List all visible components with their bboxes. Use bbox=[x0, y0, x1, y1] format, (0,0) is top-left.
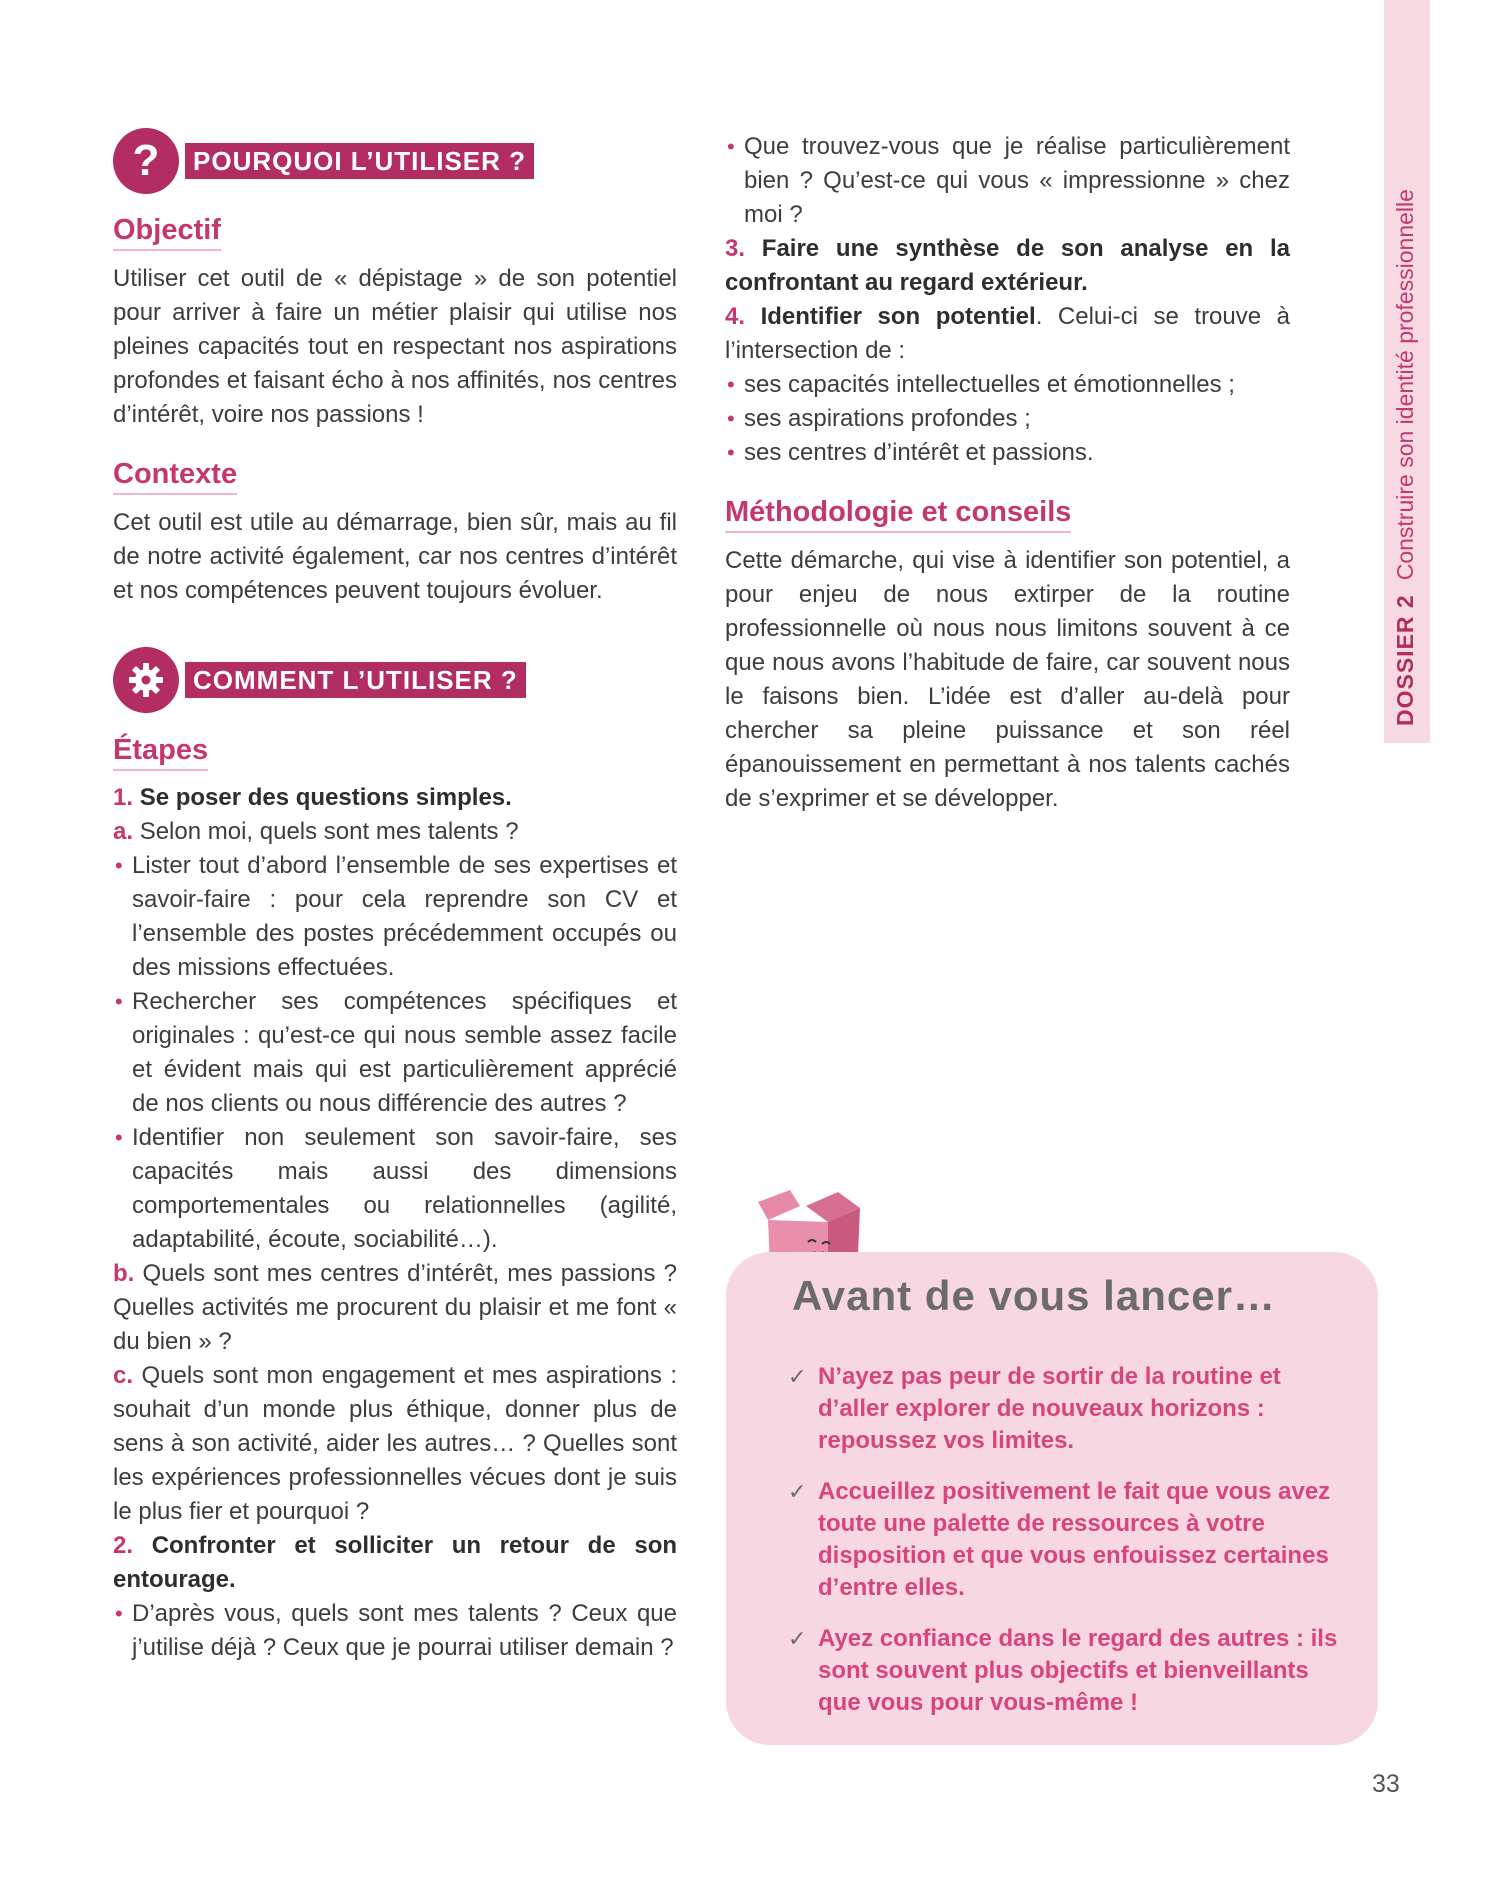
etapes-body bbox=[113, 781, 677, 1665]
dossier-label: DOSSIER 2 bbox=[1392, 594, 1418, 726]
check-icon: ✓ bbox=[788, 1364, 807, 1389]
bullet-icon: • bbox=[115, 853, 123, 878]
bullet-icon: • bbox=[727, 440, 735, 465]
check-icon: ✓ bbox=[788, 1479, 807, 1504]
step-c: c. Quels sont mon engagement et mes aspirations : souhait d’un monde plus éthique, donner plus de sens à son activité, aider les autres… ? Quelles sont les expériences professionnelles vécues dont je suis le plus fier et pourquoi ? bbox=[113, 1362, 677, 1525]
contexte-text: Cet outil est utile au démarrage, bien sûr, mais au fil de notre activité également, car nos centres d’intérêt et nos compétences peuvent toujours évoluer. bbox=[113, 509, 677, 604]
bullet-icon: • bbox=[115, 989, 123, 1014]
contexte-heading: Contexte bbox=[113, 457, 237, 495]
bullet-icon: • bbox=[727, 372, 735, 397]
callout-box bbox=[726, 1252, 1378, 1745]
methodo-text: Cette démarche, qui vise à identifier son potentiel, a pour enjeu de nous extirper de la routine professionnelle où nous nous limitons souvent à ce que nous avons l’habitude de faire, car souvent nous le faisons bien. L’idée est d’aller au-delà pour chercher sa pleine puissance et son réel épanouissement en permettant à nos talents cachés de s’exprimer et se développer. bbox=[725, 547, 1290, 812]
question-icon: ? bbox=[113, 128, 179, 194]
list-item: • Lister tout d’abord l’ensemble de ses expertises et savoir-faire : pour cela reprendre son CV et l’ensemble des postes précédemment occupés ou des missions effectuées. bbox=[113, 849, 677, 985]
tip-item: ✓ Accueillez positivement le fait que vous avez toute une palette de ressources à votre disposition et que vous enfouissez certaines d’entre elles. bbox=[788, 1478, 1331, 1601]
bullet-icon: • bbox=[727, 406, 735, 431]
callout-title: Avant de vous lancer… bbox=[792, 1272, 1276, 1319]
list-item: • ses capacités intellectuelles et émotionnelles ; bbox=[725, 368, 1290, 402]
list-item: • Rechercher ses compétences spécifiques et originales : qu’est-ce qui nous semble assez facile et évident mais qui est particulièrement apprécié de nos clients ou nous différencie des autres ? bbox=[113, 985, 677, 1121]
tip-item: ✓ N’ayez pas peur de sortir de la routine et d’aller explorer de nouveaux horizons : repoussez vos limites. bbox=[788, 1363, 1281, 1454]
step-3: 3. Faire une synthèse de son analyse en la confrontant au regard extérieur. bbox=[725, 235, 1290, 296]
badge-why-label: POURQUOI L’UTILISER ? bbox=[185, 143, 534, 179]
badge-how-label: COMMENT L’UTILISER ? bbox=[185, 662, 526, 698]
etapes-heading: Étapes bbox=[113, 733, 208, 771]
side-tab-text bbox=[1392, 189, 1419, 726]
step-a: a. Selon moi, quels sont mes talents ? bbox=[113, 818, 519, 845]
right-body bbox=[725, 130, 1290, 470]
list-item: • D’après vous, quels sont mes talents ? Ceux que j’utilise déjà ? Ceux que je pourrai utiliser demain ? bbox=[113, 1597, 677, 1665]
step-4: 4. Identifier son potentiel. Celui-ci se trouve à l’intersection de : bbox=[725, 303, 1291, 364]
bullet-icon: • bbox=[115, 1125, 123, 1150]
step-b: b. Quels sont mes centres d’intérêt, mes passions ? Quelles activités me procurent du plaisir et me font « du bien » ? bbox=[113, 1260, 677, 1355]
badge-why bbox=[113, 128, 534, 194]
tips-list bbox=[788, 1361, 1348, 1738]
bullet-icon: • bbox=[727, 134, 735, 159]
methodo-heading: Méthodologie et conseils bbox=[725, 495, 1071, 533]
objectif-heading: Objectif bbox=[113, 213, 221, 251]
step-2: 2. Confronter et solliciter un retour de son entourage. bbox=[113, 1532, 678, 1593]
list-item: • ses centres d’intérêt et passions. bbox=[725, 436, 1290, 470]
page-number: 33 bbox=[1372, 1770, 1400, 1798]
objectif-text: Utiliser cet outil de « dépistage » de son potentiel pour arriver à faire un métier plaisir qui utilise nos pleines capacités tout en respectant nos aspirations profondes et faisant écho à nos affinités, nos centres d’intérêt, voire nos passions ! bbox=[113, 265, 677, 428]
dossier-title: Construire son identité professionnelle bbox=[1392, 189, 1418, 581]
bullet-icon: • bbox=[115, 1601, 123, 1626]
tip-item: ✓ Ayez confiance dans le regard des autres : ils sont souvent plus objectifs et bienveillants que vous pour vous-même ! bbox=[788, 1625, 1338, 1716]
list-item: • ses aspirations profondes ; bbox=[725, 402, 1290, 436]
gear-icon bbox=[113, 647, 179, 713]
step-1: 1. Se poser des questions simples. bbox=[113, 784, 512, 811]
check-icon: ✓ bbox=[788, 1626, 807, 1651]
badge-how bbox=[113, 647, 526, 713]
list-item: • Que trouvez-vous que je réalise particulièrement bien ? Qu’est-ce qui vous « impressionne » chez moi ? bbox=[725, 130, 1290, 232]
list-item: • Identifier non seulement son savoir-faire, ses capacités mais aussi des dimensions comportementales ou relationnelles (agilité, adaptabilité, écoute, sociabilité…). bbox=[113, 1121, 677, 1257]
